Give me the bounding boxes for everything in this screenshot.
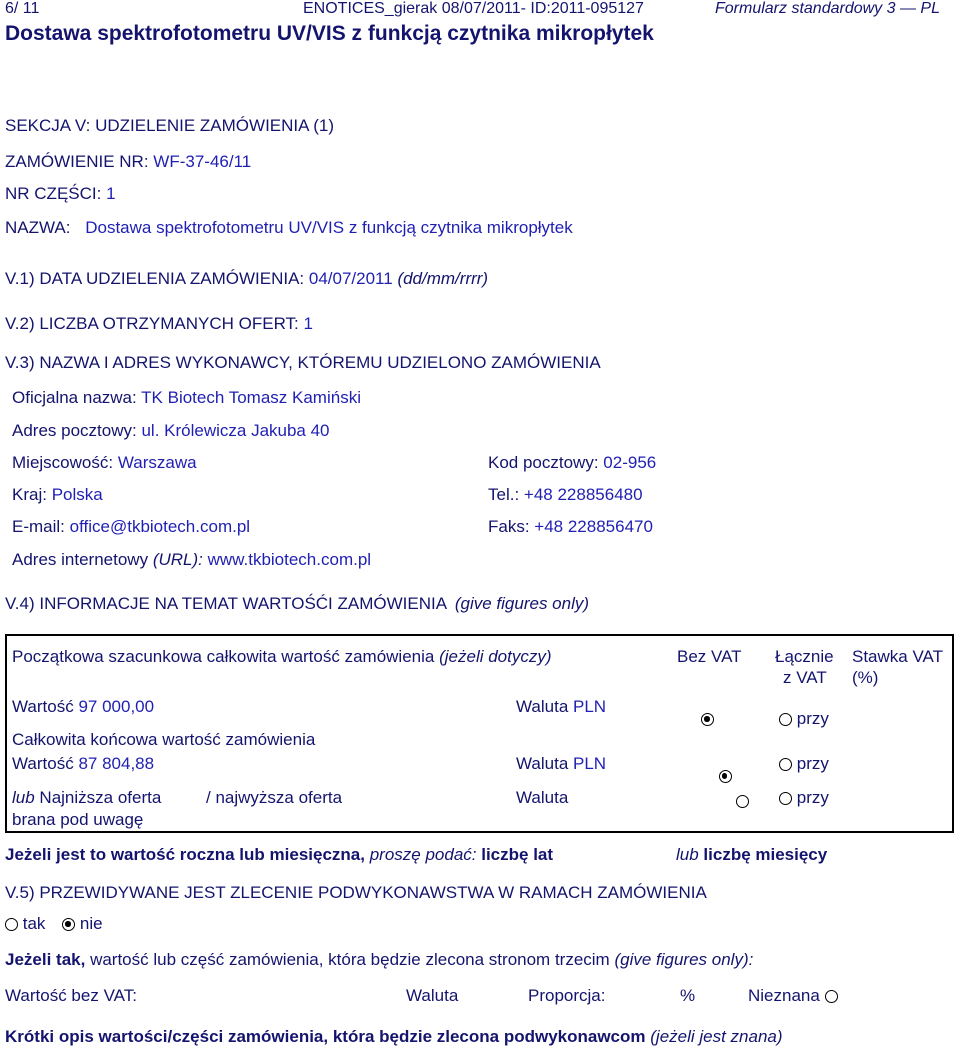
country-row <box>12 485 103 505</box>
name-label: NAZWA: <box>5 218 71 237</box>
official-name: TK Biotech Tomasz Kamiński <box>141 388 361 407</box>
value-label: Wartość <box>12 754 74 773</box>
value-heading-row <box>5 594 589 614</box>
if-yes-text: wartość lub część zamówienia, która będzie zlecona stronom trzecim <box>90 950 610 969</box>
col-lacznie: Łącznie <box>775 647 834 666</box>
value-label: Wartość <box>12 697 74 716</box>
initial-value-label: Początkowa szacunkowa całkowita wartość zamówienia <box>12 647 435 666</box>
currency-label: Waluta <box>516 754 569 773</box>
award-date-label: V.1) DATA UDZIELENIA ZAMÓWIENIA: <box>5 269 305 288</box>
if-yes-row <box>5 950 753 970</box>
subcontract-heading: V.5) PRZEWIDYWANE JEST ZLECENIE PODWYKONAWSTWA W RAMACH ZAMÓWIENIA <box>5 883 707 902</box>
final-value: 87 804,88 <box>78 754 155 773</box>
part-number-label: NR CZĘŚCI: <box>5 184 102 203</box>
form-type: Formularz standardowy 3 — PL <box>715 0 940 17</box>
currency-label: Waluta <box>406 986 459 1005</box>
award-date: 04/07/2011 <box>308 269 393 288</box>
tak-label: tak <box>22 914 46 933</box>
section-heading: SEKCJA V: UDZIELENIE ZAMÓWIENIA (1) <box>5 116 335 135</box>
email-row <box>12 517 250 537</box>
if-yes-label: Jeżeli tak, <box>5 950 86 969</box>
lub-label: lub <box>12 788 35 807</box>
proportion-label: Proporcja: <box>528 986 606 1005</box>
col-stawka-vat: Stawka VAT <box>852 647 944 666</box>
offers-row <box>5 314 313 334</box>
phone-row <box>488 485 643 505</box>
initial-currency-row <box>516 697 606 717</box>
offers-count: 1 <box>303 314 313 333</box>
przy-label: przy <box>796 788 829 807</box>
annual-instruction: proszę podać: <box>369 845 477 864</box>
range-z-vat-option <box>779 788 829 808</box>
final-currency: PLN <box>573 754 607 773</box>
annual-label: Jeżeli jest to wartość roczna lub miesięczna, <box>5 845 365 864</box>
currency-label: Waluta <box>516 697 569 716</box>
country-label: Kraj: <box>12 485 47 504</box>
if-yes-note: (give figures only): <box>614 950 754 969</box>
range-z-vat-radio[interactable] <box>779 792 792 805</box>
przy-label: przy <box>796 709 829 728</box>
fax: +48 228856470 <box>534 517 653 536</box>
nie-label: nie <box>79 914 103 933</box>
annual-row <box>5 845 553 865</box>
order-number: WF-37-46/11 <box>153 152 252 171</box>
country: Polska <box>51 485 103 504</box>
final-value-heading: Całkowita końcowa wartość zamówienia <box>12 730 316 749</box>
unknown-label: Nieznana <box>748 986 820 1005</box>
offer-range-row <box>12 788 161 808</box>
part-number-row <box>5 184 116 204</box>
nie-radio[interactable] <box>62 918 75 931</box>
months-label: liczbę miesięcy <box>703 845 828 864</box>
url-row <box>12 550 371 570</box>
part-number: 1 <box>106 184 116 203</box>
order-number-label: ZAMÓWIENIE NR: <box>5 152 149 171</box>
url-label: Adres internetowy <box>12 550 149 569</box>
initial-value: 97 000,00 <box>78 697 155 716</box>
notice-id: ENOTICES_gierak 08/07/2011- ID:2011-095127 <box>303 0 644 17</box>
final-value-row <box>12 754 154 774</box>
website-link[interactable]: www.tkbiotech.com.pl <box>207 550 372 569</box>
col-z-vat: z VAT <box>783 668 827 687</box>
highest-offer-label: / najwyższa oferta <box>206 788 343 807</box>
currency-label: Waluta <box>516 788 569 807</box>
value-heading: V.4) INFORMACJE NA TEMAT WARTOŚĆI ZAMÓWIENIA <box>5 594 447 613</box>
short-desc-row <box>5 1027 783 1047</box>
email-link[interactable]: office@tkbiotech.com.pl <box>69 517 251 536</box>
final-z-vat-option <box>779 754 829 774</box>
city-row <box>12 453 197 473</box>
months-row <box>676 845 827 865</box>
unknown-option <box>748 986 838 1006</box>
email-label: E-mail: <box>12 517 65 536</box>
postcode: 02-956 <box>603 453 657 472</box>
date-format: (dd/mm/rrrr) <box>397 269 489 288</box>
address-row <box>12 421 330 441</box>
document-title: Dostawa spektrofotometru UV/VIS z funkcją czytnika mikropłytek <box>5 22 654 45</box>
contract-name: Dostawa spektrofotometru UV/VIS z funkcją czytnika mikropłytek <box>85 218 573 237</box>
offers-label: V.2) LICZBA OTRZYMANYCH OFERT: <box>5 314 299 333</box>
przy-label: przy <box>796 754 829 773</box>
phone: +48 228856480 <box>523 485 643 504</box>
phone-label: Tel.: <box>488 485 520 504</box>
initial-bez-vat-radio[interactable] <box>701 713 714 726</box>
col-bez-vat: Bez VAT <box>677 647 742 666</box>
initial-value-note: (jeżeli dotyczy) <box>439 647 552 666</box>
contractor-heading: V.3) NAZWA I ADRES WYKONAWCY, KTÓREMU UDZIELONO ZAMÓWIENIA <box>5 353 601 372</box>
page-number: 6/ 11 <box>5 0 40 17</box>
initial-value-row <box>12 697 154 717</box>
final-currency-row <box>516 754 606 774</box>
lub-label: lub <box>676 845 699 864</box>
initial-z-vat-option <box>779 709 829 729</box>
name-row <box>5 218 573 238</box>
short-desc-label: Krótki opis wartości/części zamówienia, która będzie zlecona podwykonawcom <box>5 1027 646 1046</box>
initial-currency: PLN <box>573 697 607 716</box>
value-no-vat-label: Wartość bez VAT: <box>5 986 137 1005</box>
value-heading-note: (give figures only) <box>454 594 590 613</box>
official-name-row <box>12 388 361 408</box>
award-date-row <box>5 269 488 289</box>
final-bez-vat-radio[interactable] <box>719 770 732 783</box>
initial-value-heading <box>12 647 552 667</box>
city: Warszawa <box>117 453 197 472</box>
address: ul. Królewicza Jakuba 40 <box>141 421 330 440</box>
fax-row <box>488 517 653 537</box>
url-label-suffix: (URL): <box>152 550 203 569</box>
percent-label: % <box>680 986 696 1005</box>
city-label: Miejscowość: <box>12 453 114 472</box>
lowest-offer-label: Najniższa oferta <box>39 788 162 807</box>
address-label: Adres pocztowy: <box>12 421 137 440</box>
considered-label: brana pod uwagę <box>12 810 144 829</box>
fax-label: Faks: <box>488 517 530 536</box>
final-z-vat-radio[interactable] <box>779 758 792 771</box>
official-name-label: Oficjalna nazwa: <box>12 388 137 407</box>
short-desc-note: (jeżeli jest znana) <box>650 1027 783 1046</box>
postcode-row <box>488 453 656 473</box>
tak-radio[interactable] <box>5 918 18 931</box>
initial-z-vat-radio[interactable] <box>779 713 792 726</box>
unknown-radio[interactable] <box>825 990 838 1003</box>
subcontract-options <box>5 914 103 934</box>
col-percent: (%) <box>852 668 879 687</box>
years-label: liczbę lat <box>481 845 554 864</box>
order-number-row <box>5 152 251 172</box>
postcode-label: Kod pocztowy: <box>488 453 599 472</box>
